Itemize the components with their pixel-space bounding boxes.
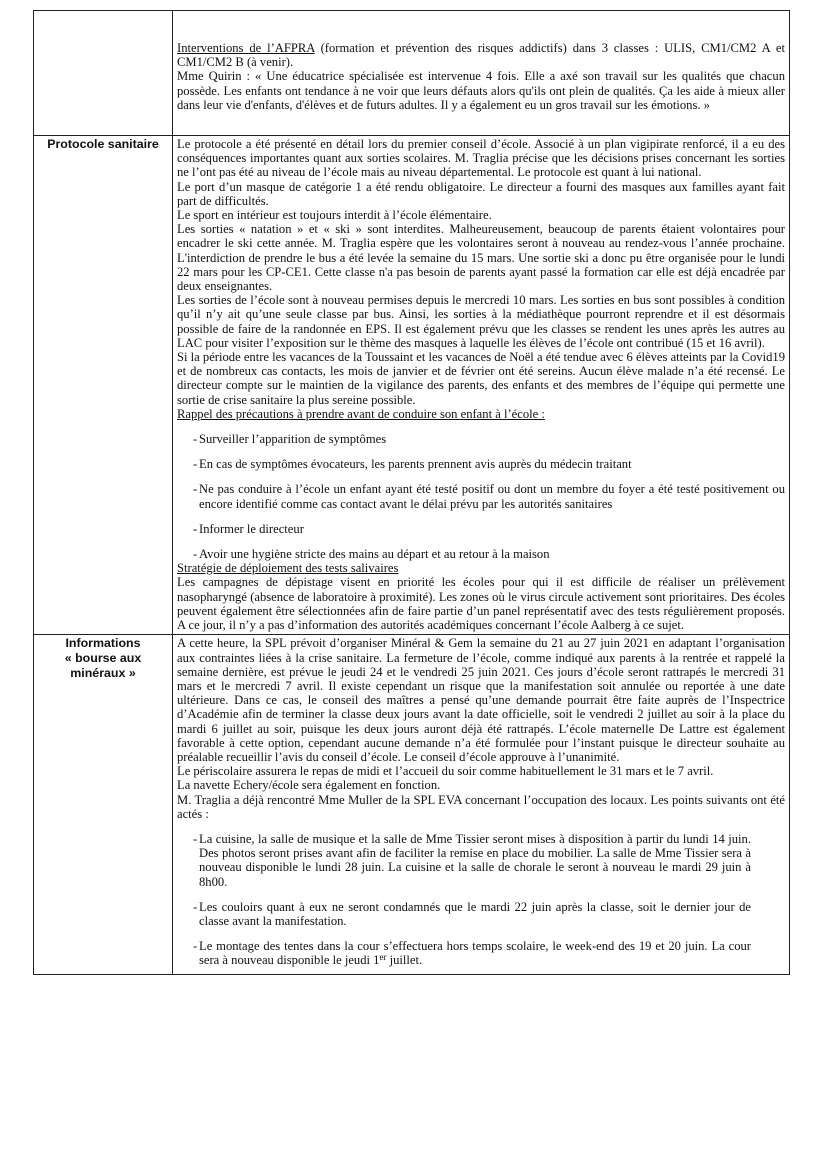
afpra-paragraph [177,41,785,69]
masque-paragraph: Le port d’un masque de catégorie 1 a été rendu obligatoire. Le directeur a fourni des masques aux familles ayant fait part de difficultés. [177,179,785,208]
list-item [177,547,785,561]
label-line: Protocole sanitaire [47,137,159,151]
row-label-bourse [34,635,173,974]
list-item-text: Le montage des tentes dans la cour s’effectuera hors temps scolaire, le week-end des 19 et 20 juin. La cour sera à nouveau disponible le jeudi 1 [199,939,751,968]
list-item-text: Surveiller l’apparition de symptômes [199,432,387,447]
navette-paragraph: La navette Echery/école sera également en fonction. [177,778,441,793]
dash-glyph: - [193,457,198,472]
periode-paragraph: Si la période entre les vacances de la Toussaint et les vacances de Noël a été tendue avec 6 élèves atteints par la Covid19 et de nombreux cas contacts, les mois de janvier et de février ont été sereins. Aucun élève malade n’a été recensé. Le directeur compte sur le maintien de la vigilance des parents, des enfants et des membres de l’équipe qui permette une sortie de crise sanitaire la plus sereine possible. [177,350,785,407]
sorties-paragraph: Les sorties « natation » et « ski » sont interdites. Malheureusement, beaucoup de parents étaient volontaires pour encadrer le ski cette année. M. Traglia espère que les volontaires seront à nouveau au rendez-vous l’année prochaine. L'interdiction de prendre le bus a été levée la semaine du 15 mars. Une sortie ski a donc pu être organisée pour le lundi 22 mars pour les CP-CE1. Cette classe n'a pas besoin de parents ayant passé la formation car elle est déjà encadrée par deux enseignantes. [177,222,785,294]
list-item-text: Les couloirs quant à eux ne seront condamnés que le mardi 22 juin après la classe, soit le dernier jour de classe avant la manifestation. [199,899,751,928]
row-content-bourse [173,635,790,974]
dash-glyph: - [193,899,198,914]
list-item [177,432,785,446]
afpra-title: Interventions de l’AFPRA [177,41,315,55]
superscript-er: er [379,952,387,963]
list-item-text: La cuisine, la salle de musique et la salle de Mme Tissier seront mises à disposition à partir du lundi 14 juin. Des photos seront prises avant afin de faciliter la remise en place du mobilier. La salle de Mme Tissier sera à nouveau disponible le lundi 28 juin. La cuisine et la salle de chorale le seront à nouveau le mardi 29 juin à 8h00. [199,831,751,889]
mineral-gem-paragraph: A cette heure, la SPL prévoit d’organiser Minéral & Gem la semaine du 21 au 27 juin 2021 en adaptant l’organisation aux contraintes liées à la crise sanitaire. La fermeture de l’école, comme indiqué aux parents à la rentrée et rappelé la semaine dernière, est prévue le jeudi 24 et le vendredi 25 juin 2021. Ces jours d’école seront rattrapés le mercredi 31 mars et le mercredi 7 avril. Il existe cependant un risque que la manifestation soit annulée ou reportée à une date ultérieure. Dans ce cas, le conseil des maîtres a pensé qu’une demande pourrait être faite auprès de l’Inspectrice d’Académie afin de terminer la classe deux jours avant la date officielle, soit le vendredi 2 juillet au soir à la place du mardi 6 juillet au soir, puisque les deux jours auront déjà été rattrapés. L’école maternelle De Lattre est également favorable à cette option, cependant aucune demande n’a été formulée pour l’instant puisque le directeur souhaite au préalable recueillir l’avis du conseil d’école. Le conseil d’école approuve à l’unanimité. [177,636,785,764]
row-content-protocole [173,136,790,635]
strategie-title: Stratégie de déploiement des tests salivaires [177,561,399,576]
dash-glyph: - [193,831,198,846]
list-item-text: Ne pas conduire à l’école un enfant ayant été testé positif ou dont un membre du foyer a été testé positivement ou encore identifié comme cas contact avant le délai prévu par les autorités sanitaires [199,482,785,511]
dash-glyph: - [193,521,198,536]
row-label-empty [34,11,173,136]
row-label-protocole [34,136,173,635]
locaux-paragraph: M. Traglia a déjà rencontré Mme Muller de la SPL EVA concernant l’occupation des locaux. Les points suivants ont été actés : [177,792,785,821]
periscolaire-paragraph: Le périscolaire assurera le repas de midi et l’accueil du soir comme habituellement le 31 mars et le 7 avril. [177,764,714,779]
label-line: « bourse aux [64,651,142,666]
dash-glyph: - [193,547,198,562]
rappel-title: Rappel des précautions à prendre avant de conduire son enfant à l’école : [177,406,545,421]
row-content-afpra [173,11,790,136]
quirin-quote: Mme Quirin : « Une éducatrice spécialisée est intervenue 4 fois. Elle a axé son travail sur les qualités que chacun possède. Les enfants ont tendance à ne voir que leurs défauts alors qu'ils ont plein de qualités. Ça les aide à mieux aller dans leur vie d'enfants, d'élèves et de futurs adultes. Il y a également eu un gros travail sur les émotions. » [177,69,785,112]
list-item [177,482,785,510]
strategie-paragraph: Les campagnes de dépistage visent en priorité les écoles pour qui il est difficile de réaliser un prélèvement nasopharyngé (absence de laboratoire à proximité). Les zones où le virus circule activement sont prioritaires. Des écoles peuvent également être sélectionnées afin de faire partie d’un panel représentatif avec des tests régulièrement proposés. A ce jour, il n’y a pas d’information des autorités académiques concernant l’école Aalberg à ce sujet. [177,575,785,633]
list-item-text: En cas de symptômes évocateurs, les parents prennent avis auprès du médecin traitant [199,457,632,472]
label-line: minéraux » [70,666,136,681]
list-item [177,939,785,967]
dash-glyph: - [193,939,198,954]
list-item [177,457,785,471]
list-item-text: Informer le directeur [199,521,304,536]
afpra-text: (formation et prévention des risques addictifs) dans 3 classes : ULIS, CM1/CM2 A et CM1/CM2 B (à venir). [177,41,785,70]
minutes-table [33,10,790,975]
sorties-ecole-paragraph: Les sorties de l’école sont à nouveau permises depuis le mercredi 10 mars. Les sorties en bus sont possibles à condition qu’il n’y ait qu’une seule classe par bus. Ainsi, les sorties à la médiathèque pourront reprendre et il est désormais possible de faire de la randonnée en EPS. Il est également prévu que les classes se rendent les unes après les autres au LAC pour visiter l’exposition sur le thème des masques à laquelle les élèves de l’école ont contribué (15 et 16 avril). [177,293,785,350]
list-item [177,832,785,889]
table-row-afpra [34,11,790,136]
protocole-paragraph: Le protocole a été présenté en détail lors du premier conseil d’école. Associé à un plan vigipirate renforcé, il a eu des conséquences importantes quant aux sorties scolaires. M. Traglia précise que les décisions prises concernant les sorties ne l’ont pas été au niveau de l’école mais au niveau départemental. Le protocole est quant à lui national. [177,137,785,180]
table-row-protocole [34,136,790,635]
label-line: Informations [65,636,141,651]
list-item-text-end: juillet. [386,953,423,968]
dash-glyph: - [193,482,198,497]
list-item-text: Avoir une hygiène stricte des mains au départ et au retour à la maison [199,547,550,562]
dash-glyph: - [193,432,198,447]
list-item [177,900,785,928]
list-item [177,522,785,536]
sport-paragraph: Le sport en intérieur est toujours interdit à l’école élémentaire. [177,208,492,223]
table-row-bourse [34,635,790,974]
